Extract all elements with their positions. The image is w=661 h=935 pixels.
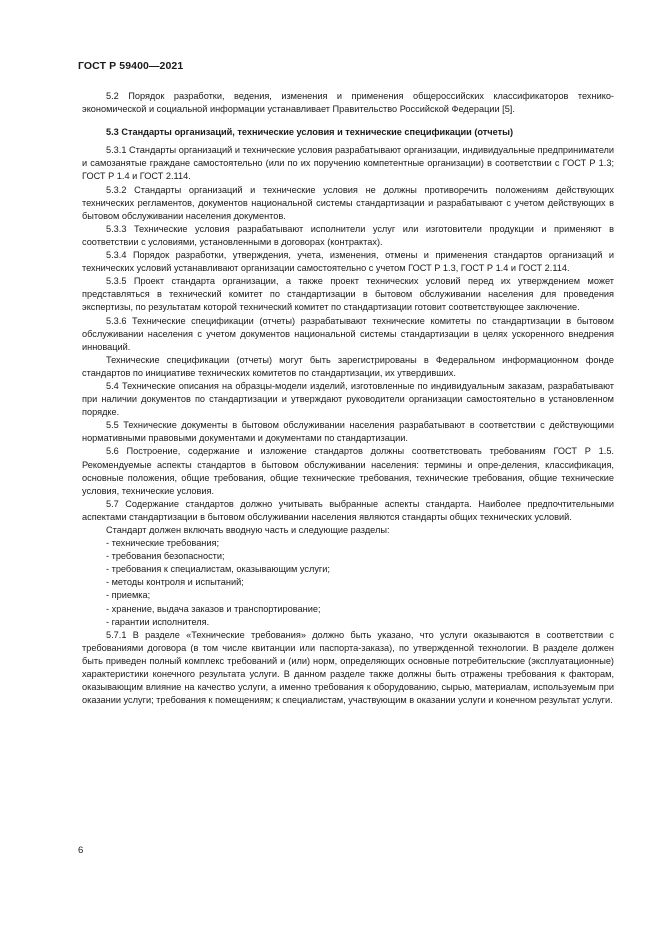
paragraph-5-5: 5.5 Технические документы в бытовом обслуживании населения разрабатывают в соответствии с действующими нормативными правовыми документами и документами по стандартизации. <box>82 420 614 444</box>
section-heading-5-3: 5.3 Стандарты организаций, технические условия и технические спецификации (отчеты) <box>106 127 514 138</box>
document-body <box>82 90 614 707</box>
list-item: - гарантии исполнителя. <box>106 616 210 627</box>
page-number: 6 <box>78 845 84 856</box>
paragraph-5-7: 5.7 Содержание стандартов должно учитывать выбранные аспекты стандарта. Наиболее предпочтительными аспектами стандартизации в бытовом обслуживании населения являются стандарты общих технических условий. <box>82 498 614 522</box>
paragraph-5-4: 5.4 Технические описания на образцы-модели изделий, изготовленные по индивидуальным заказам, разрабатывают при наличии документов по стандартизации и утверждают руководители организации самостоятельно в установленном порядке. <box>82 380 614 418</box>
document-header: ГОСТ Р 59400—2021 <box>78 60 184 72</box>
paragraph-5-3-6: 5.3.6 Технические спецификации (отчеты) разрабатывают технические комитеты по стандартизации в бытовом обслуживании населения с учетом документов национальной системы стандартизации в целях ускоренного внедрения инноваций. <box>82 315 614 352</box>
list-item: - методы контроля и испытаний; <box>106 577 244 588</box>
paragraph-sections-intro: Стандарт должен включать вводную часть и следующие разделы: <box>106 525 390 535</box>
paragraph-5-3-5: 5.3.5 Проект стандарта организации, а также проект технических условий перед их утверждением может представляться в технический комитет по стандартизации в бытовом обслуживании населения для проведения экспертизы, по результатам которой технический комитет по стандартизации готовит соответствующее заключение. <box>82 276 614 313</box>
list-item: - хранение, выдача заказов и транспортирование; <box>106 603 321 614</box>
paragraph-5-7-1: 5.7.1 В разделе «Технические требования» должно быть указано, что услуги оказываются в соответствии с требованиями договора (в том числе квитанции или паспорта-заказа), по утвержденной технологии. В разделе должен быть приведен полный комплекс требований и (или) норм, определяющих основные потребительские (эксплуатационные) характеристики конечного результата услуги. В данном разделе также должны быть отражены требования к факторам, оказывающим влияние на качество услуги, а именно требования к оборудованию, сырью, материалам, используемым при оказании услуги; требования к помещениям; к специалистам, участвующим в оказании услуги и конечном результат услуги. <box>82 629 614 706</box>
list-item: - приемка; <box>106 590 151 601</box>
sections-list <box>82 537 614 629</box>
paragraph-5-3-1: 5.3.1 Стандарты организаций и технические условия разрабатывают организации, индивидуальные предприниматели и самозанятые граждане самостоятельно (или по их поручению компетентные организации) в соответствии с ГОСТ Р 1.3; ГОСТ Р 1.4 и ГОСТ 2.114. <box>82 145 614 182</box>
paragraph-5-2: 5.2 Порядок разработки, ведения, изменения и применения общероссийских классификаторов технико-экономической и социальной информации устанавливает Правительство Российской Федерации [5]. <box>82 91 614 115</box>
paragraph-5-3-3: 5.3.3 Технические условия разрабатывают исполнители услуг или изготовители продукции и применяют в соответствии с условиями, установленными в договорах (контрактах). <box>82 223 614 247</box>
paragraph-5-3-4: 5.3.4 Порядок разработки, утверждения, учета, изменения, отмены и применения стандартов организаций и технических условий устанавливают организации самостоятельно с учетом ГОСТ Р 1.3, ГОСТ Р 1.4 и ГОСТ 2.114. <box>82 250 614 274</box>
paragraph-5-3-2: 5.3.2 Стандарты организаций и технические условия не должны противоречить положениям действующих технических регламентов, документов национальной системы стандартизации и разрабатывают с учетом действующих в бытовом обслуживании населения документов. <box>82 184 614 221</box>
list-item: - требования к специалистам, оказывающим услуги; <box>106 564 330 575</box>
paragraph-5-6: 5.6 Построение, содержание и изложение стандартов должны соответствовать требованиям ГОСТ Р 1.5. Рекомендуемые аспекты стандартов в бытовом обслуживании населения: термины и опре-деления, классификация, основные положения, общие требования, общие технические требования, технические требования, общие технические условия, технические условия. <box>82 446 614 496</box>
paragraph-specs-registration: Технические спецификации (отчеты) могут быть зарегистрированы в Федеральном информационном фонде стандартов по инициативе технических комитетов по стандартизации, их утвердивших. <box>82 354 614 378</box>
list-item: - технические требования; <box>106 538 220 549</box>
list-item: - требования безопасности; <box>106 551 225 562</box>
